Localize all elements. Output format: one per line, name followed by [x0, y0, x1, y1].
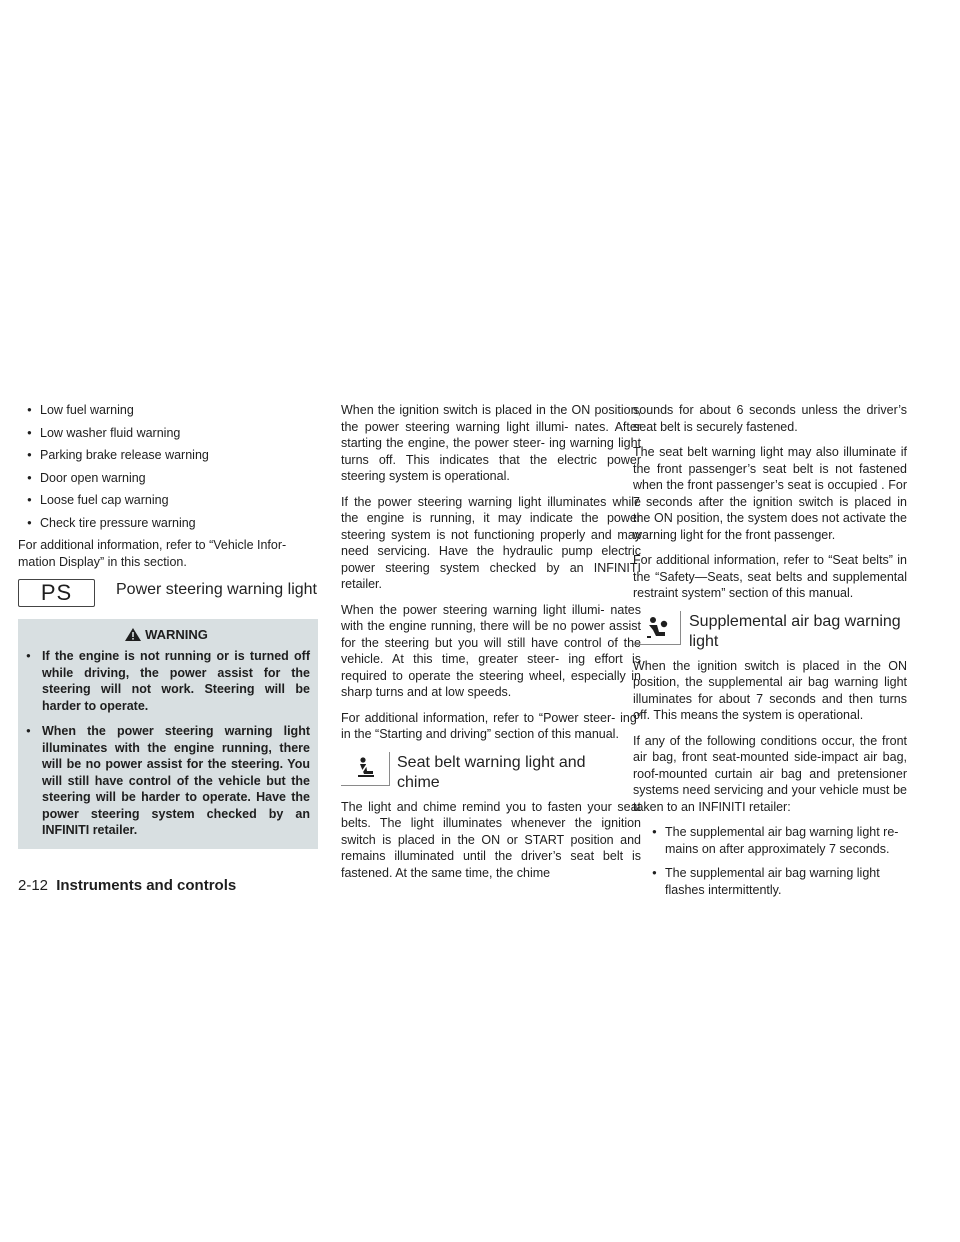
paragraph: If the power steering warning light illuminates while the engine is running, it may indicate the power steering system is not functioning properly and may need servicing. Have the hydraulic pump electric power steering system checked by an INFINITI retailer.	[341, 494, 641, 591]
page-number: 2-12	[18, 877, 49, 894]
airbag-icon	[644, 615, 670, 639]
warning-title	[22, 627, 310, 642]
warning-item: ● When the power steering warning light illuminates with the engine running, there will be no power assist for the steering. You will still have control of the vehicle but the steering will be harder to operate. Have the power steering system checked by an INFINITI retailer.	[22, 723, 310, 839]
column-2	[341, 402, 641, 890]
paragraph: For additional information, refer to “Seat belts” in the “Safety—Seats, seat belts and supplemental restraint system” section of this manual.	[633, 553, 907, 600]
seat-belt-icon-box	[341, 752, 390, 786]
paragraph: When the power steering warning light illumi- nates with the engine running, there will be no power assist for the steering but you will still have control of the vehicle. At this time, greater steer- ing effort is required to operate the steering wheel, especially in sharp turns and at low speeds.	[341, 602, 641, 699]
paragraph: If any of the following conditions occur, the front air bag, front seat-mounted side-impact air bag, roof-mounted curtain air bag and pretensioner systems need servicing and your vehicle must be taken to an INFINITI retailer:	[633, 733, 907, 814]
warning-triangle-icon	[124, 627, 142, 642]
paragraph: When the ignition switch is placed in the ON position, the power steering warning light illumi- nates. After starting the engine, the power steer- ing warning light turns off. This indicates that the electric power steering system is operational.	[341, 403, 641, 483]
list-item: ● Parking brake release warning	[18, 447, 318, 464]
info-paragraph: For additional information, refer to “Vehicle Infor- mation Display” in this section.	[18, 538, 287, 569]
paragraph: For additional information, refer to “Power steer- ing” in the “Starting and driving” section of this manual.	[341, 710, 641, 741]
power-steering-icon-text: PS	[40, 580, 73, 605]
paragraph: When the ignition switch is placed in the ON position, the supplemental air bag warning light illuminates for about 7 seconds and then turns off. This means the system is operational.	[633, 658, 907, 722]
power-steering-heading	[18, 579, 318, 607]
paragraph: The seat belt warning light may also illuminate if the front passenger’s seat belt is not fastened when the front passenger’s seat is occupied . For 7 seconds after the ignition switch is placed in the ON position, the system does not activate the warning light for the front passenger.	[633, 445, 907, 542]
column-3	[633, 402, 907, 904]
section-title: Supplemental air bag warning light	[689, 612, 901, 650]
warning-list	[18, 402, 318, 531]
paragraph: sounds for about 6 seconds unless the driver’s seat belt is securely fastened.	[633, 403, 907, 434]
list-item: ● The supplemental air bag warning light flashes intermittently.	[643, 865, 907, 898]
warning-box	[18, 619, 318, 849]
list-item: ● Low fuel warning	[18, 402, 318, 419]
section-title: Seat belt warning light and chime	[397, 753, 586, 791]
warning-title-text: WARNING	[145, 627, 208, 642]
section-footer-title: Instruments and controls	[56, 877, 237, 894]
warning-items	[22, 648, 310, 839]
airbag-condition-list	[643, 824, 907, 898]
airbag-heading	[633, 611, 907, 652]
page-footer	[18, 877, 236, 894]
airbag-icon-box	[633, 611, 681, 645]
section-title: Power steering warning light	[116, 581, 317, 598]
list-item: ● Check tire pressure warning	[18, 515, 318, 532]
power-steering-icon	[18, 579, 95, 607]
seat-belt-heading	[341, 752, 641, 793]
list-item: ● The supplemental air bag warning light re- mains on after approximately 7 seconds.	[643, 824, 907, 857]
list-item: ● Loose fuel cap warning	[18, 492, 318, 509]
list-item: ● Low washer fluid warning	[18, 425, 318, 442]
column-1	[18, 402, 318, 849]
warning-item: ● If the engine is not running or is turned off while driving, the power assist for the steering will not work. Steering will be harder to operate.	[22, 648, 310, 714]
list-item: ● Door open warning	[18, 470, 318, 487]
seat-belt-icon	[353, 756, 377, 780]
paragraph: The light and chime remind you to fasten your seat belts. The light illuminates whenever the ignition switch is placed in the ON or START position and remains illuminated until the driver’s seat belt is fastened. At the same time, the chime	[341, 799, 641, 880]
